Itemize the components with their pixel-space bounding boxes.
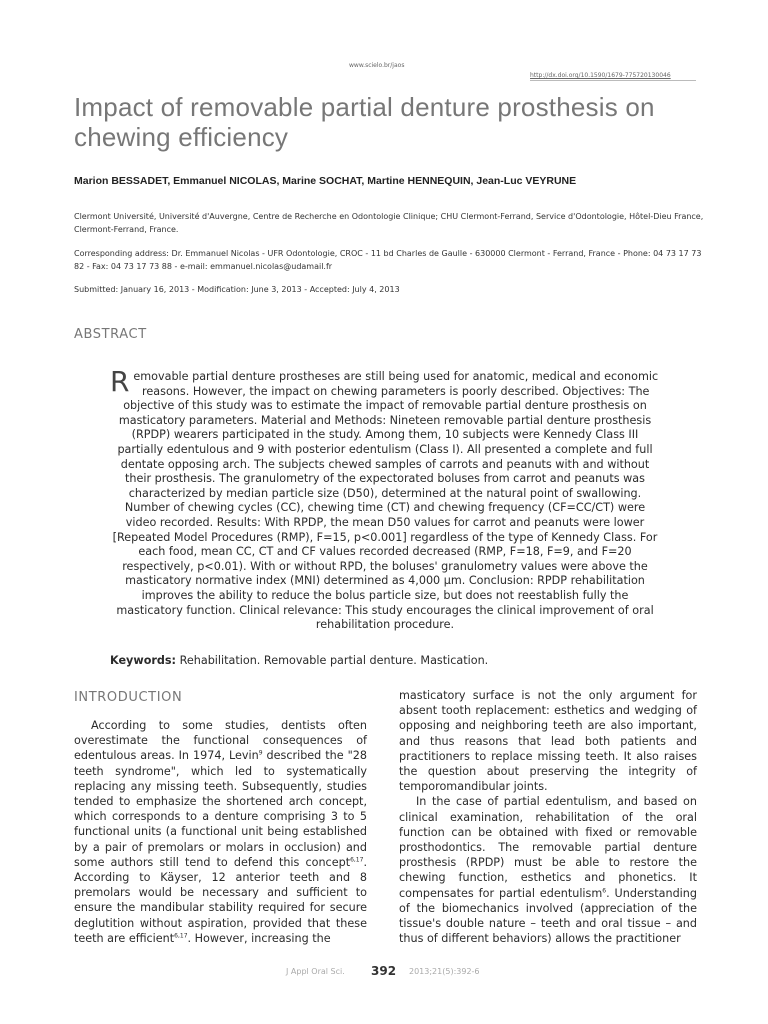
header-rule (530, 80, 696, 81)
intro-right-column (399, 688, 697, 946)
keywords-label: Keywords: (110, 654, 177, 667)
intro-paragraph-2: masticatory surface is not the only argument for absent tooth replacement: esthetics and wedging of opposing and neighboring teeth are also important, and thus reasons that lead both patients and practitioners to replace missing teeth. It also raises the question about preserving the integrity of temporomandibular joints. (399, 689, 697, 794)
footer-citation: 2013;21(5):392-6 (409, 967, 480, 976)
intro-paragraph-3: In the case of partial edentulism, and based on clinical examination, rehabilitation of the oral function can be obtained with fixed or removable prosthodontics. The removable partial denture prosthesis (RPDP) must be able to restore the chewing function, esthetics and phonetics. It compensates for partial edentulism$^6$. Understanding of the biomechanics involved (appreciation of the tissue's double nature – teeth and oral tissue – and thus of different behaviors) allows the practitioner (399, 795, 697, 946)
correspondence: Corresponding address: Dr. Emmanuel Nicolas - UFR Odontologie, CROC - 11 bd Charles de Gaulle - 630000 Clermont - Ferrand, France - Phone: 04 73 17 73 82 - Fax: 04 73 17 73 88 - e-mail: emmanuel.nicolas@udamail.fr (74, 249, 702, 271)
keywords (110, 654, 488, 667)
keywords-text: Rehabilitation. Removable partial denture. Mastication. (179, 654, 489, 667)
abstract-dropcap: R (110, 365, 130, 398)
article-title: Impact of removable partial denture prosthesis on chewing efficiency (74, 92, 655, 152)
abstract-text: emovable partial denture prostheses are still being used for anatomic, medical and economic reasons. However, the impact on chewing parameters is poorly described. Objectives: The objective of this study was to estimate the impact of removable partial denture prosthesis on masticatory parameters. Material and Methods: Nineteen removable partial denture prosthesis (RPDP) wearers participated in the study. Among them, 10 subjects were Kennedy Class III partially edentulous and 9 with posterior edentulism (Class I). All presented a complete and full dentate opposing arch. The subjects chewed samples of carrots and peanuts with and without their prosthesis. The granulometry of the expectorated boluses from carrot and peanuts was characterized by median particle size (D50), determined at the natural point of swallowing. Number of chewing cycles (CC), chewing time (CT) and chewing frequency (CF=CC/CT) were video recorded. Results: With RPDP, the mean D50 values for carrot and peanuts were lower [Repeated Model Procedures (RMP), F=15, p<0.001] regardless of the type of Kennedy Class. For each food, mean CC, CT and CF values recorded decreased (RMP, F=18, F=9, and F=20 respectively, p<0.01). With or without RPD, the boluses' granulometry values were above the masticatory normative index (MNI) determined as 4,000 µm. Conclusion: RPDP rehabilitation improves the ability to reduce the bolus particle size, but does not reestablish fully the masticatory function. Clinical relevance: This study encourages the clinical improvement of oral rehabilitation procedure. (112, 370, 659, 632)
doi-link[interactable]: http://dx.doi.org/10.1590/1679-775720130046 (530, 72, 671, 79)
author-list: Marion BESSADET, Emmanuel NICOLAS, Marine SOCHAT, Martine HENNEQUIN, Jean-Luc VEYRUNE (74, 175, 577, 187)
submission-dates: Submitted: January 16, 2013 - Modification: June 3, 2013 - Accepted: July 4, 2013 (74, 285, 400, 294)
abstract-body (110, 365, 660, 633)
abstract-heading: ABSTRACT (74, 327, 147, 342)
introduction-heading: INTRODUCTION (74, 690, 183, 705)
affiliation: Clermont Université, Université d'Auvergne, Centre de Recherche en Odontologie Clinique; CHU Clermont-Ferrand, Service d'Odontologie, Hôtel-Dieu France, Clermont-Ferrand, France. (74, 212, 704, 234)
page-number: 392 (371, 964, 397, 978)
intro-paragraph-1: According to some studies, dentists often overestimate the functional consequences of edentulous areas. In 1974, Levin$^9$ described the "28 teeth syndrome", which led to systematically replacing any missing teeth. Subsequently, studies tended to emphasize the shortened arch concept, which corresponds to a denture comprising 3 to 5 functional units (a functional unit being established by a pair of premolars or molars in occlusion) and some authors still tend to defend this concept$^{6,17}$. According to Käyser, 12 anterior teeth and 8 premolars would be necessary and sufficient to ensure the mandibular stability required for secure deglutition without aspiration, provided that these teeth are efficient$^{6,17}$. However, increasing the (74, 719, 367, 945)
journal-site-link[interactable]: www.scielo.br/jaos (349, 62, 405, 69)
footer-journal: J Appl Oral Sci. (286, 967, 345, 976)
intro-left-column (74, 718, 367, 946)
